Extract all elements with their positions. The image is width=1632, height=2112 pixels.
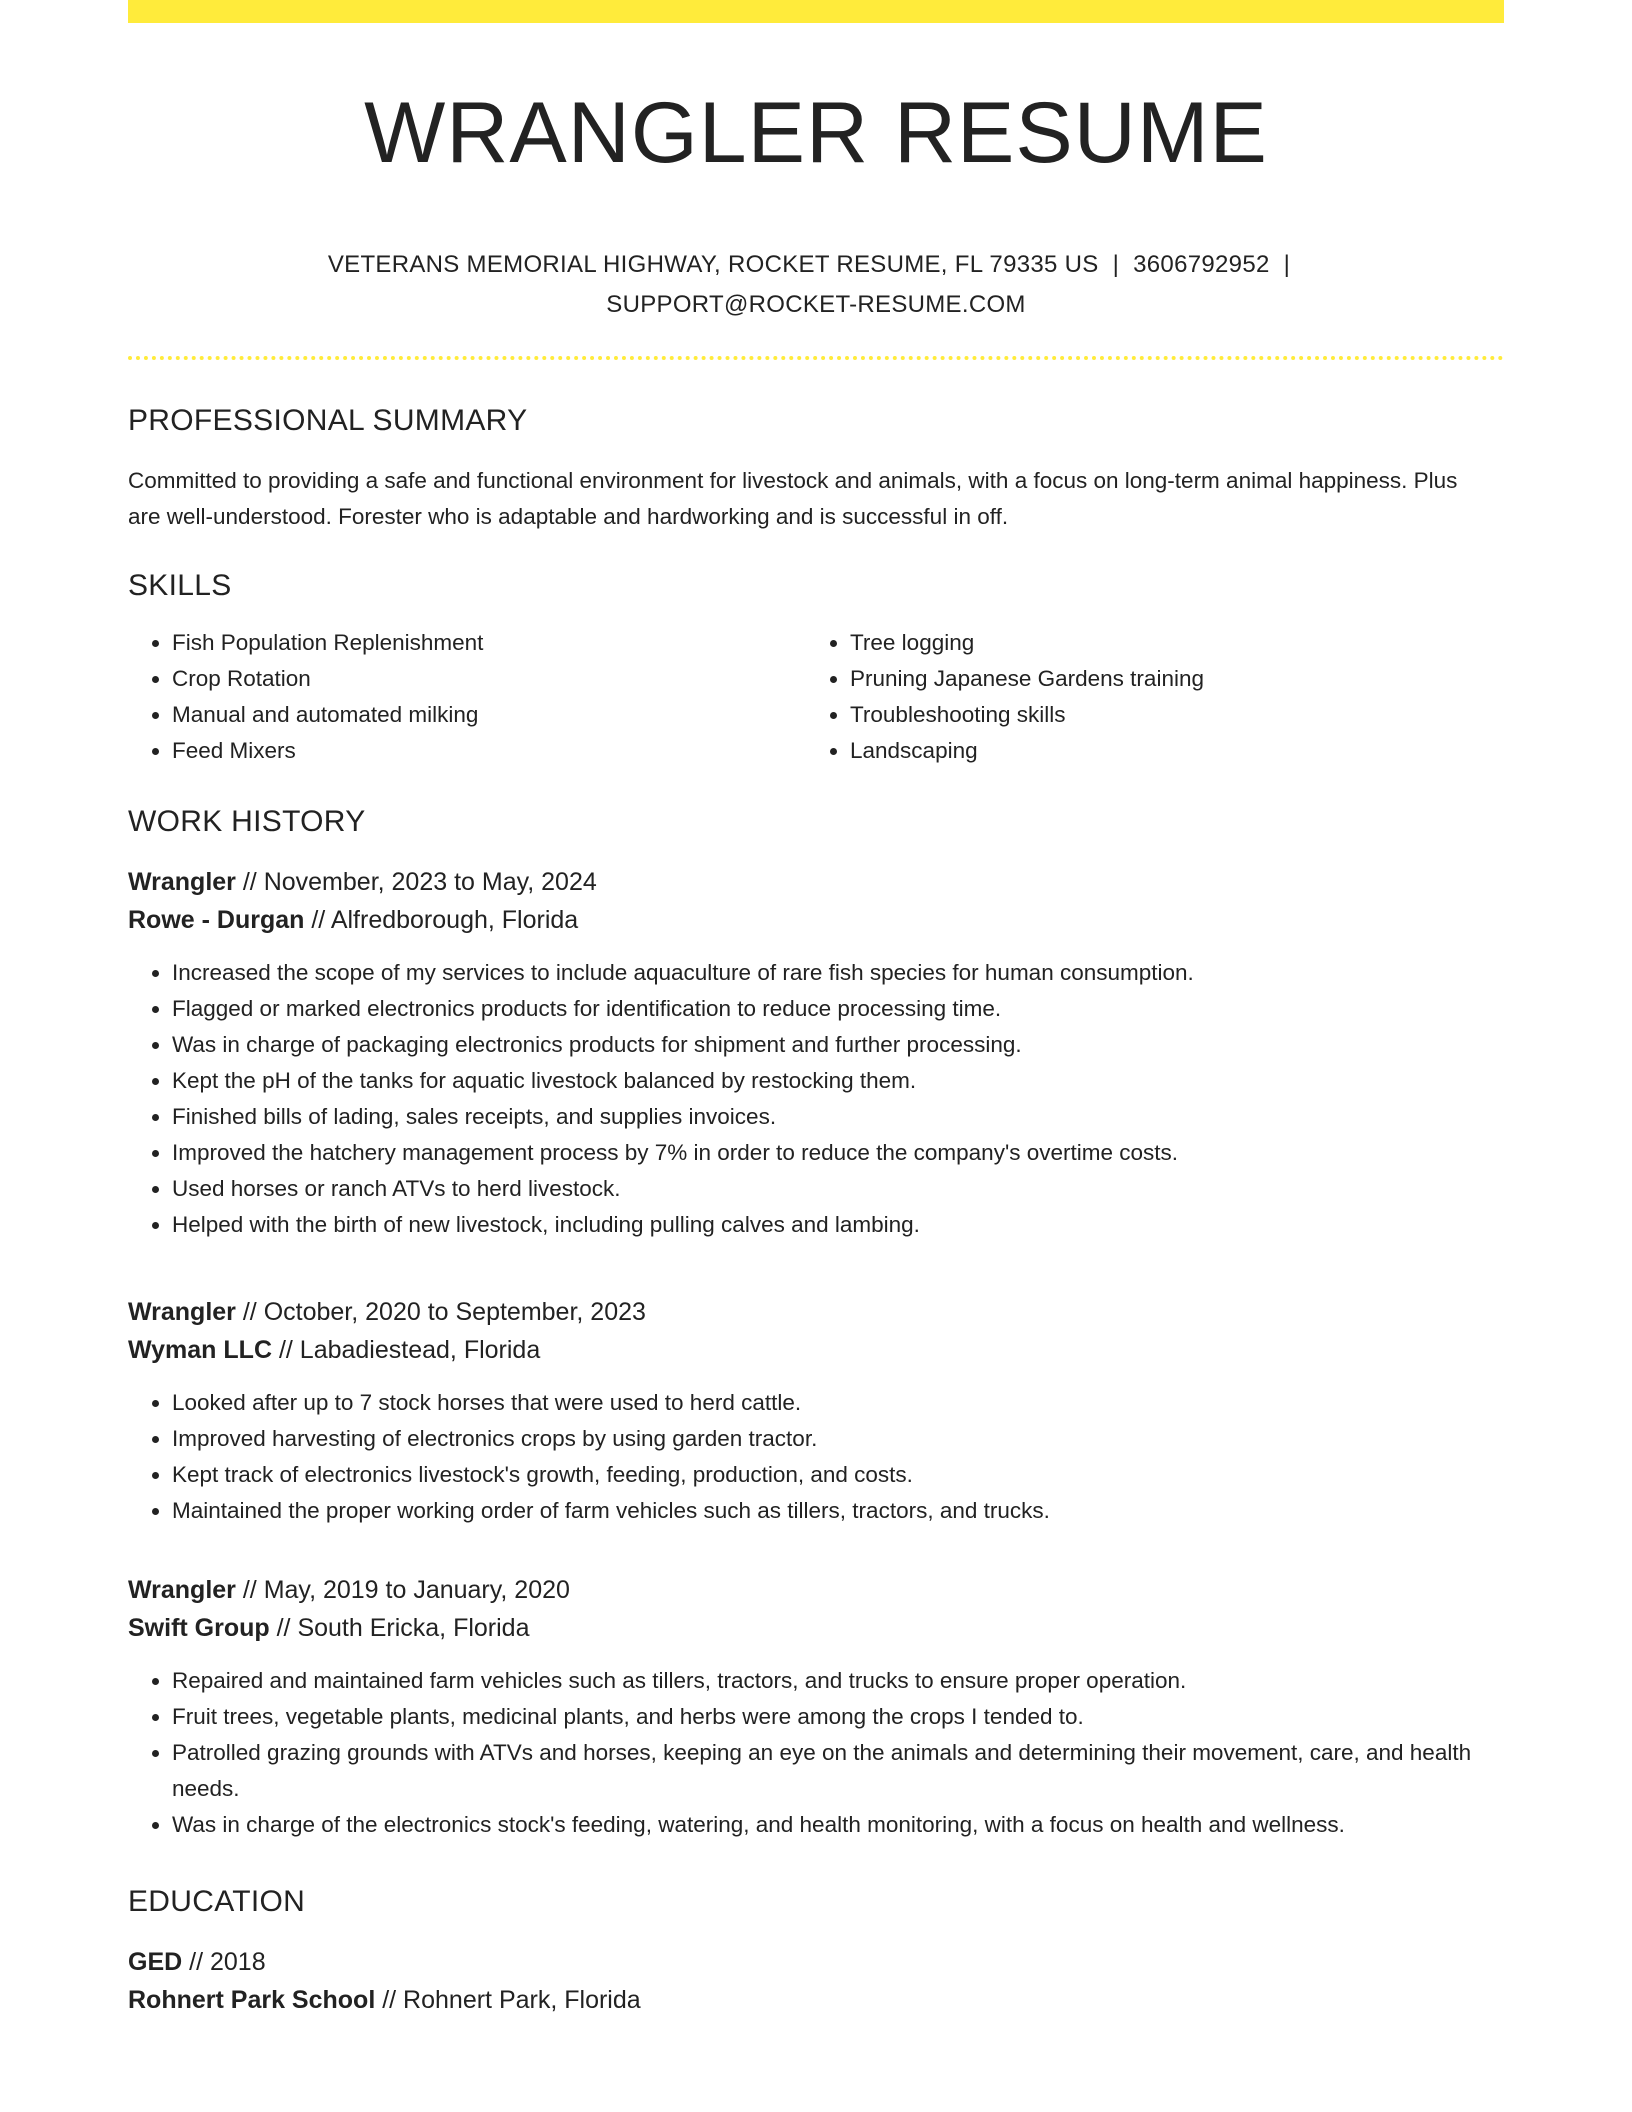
contact-info bbox=[128, 245, 1504, 325]
job-bullet: • Flagged or marked electronics products for identification to reduce processing time. bbox=[172, 991, 1504, 1027]
job-company-line bbox=[128, 1609, 1504, 1647]
job-location: // Labadiestead, Florida bbox=[278, 1336, 541, 1364]
education-degree: GED bbox=[128, 1948, 183, 1976]
job-role: Wrangler bbox=[128, 1298, 236, 1326]
contact-phone: 3606792952 bbox=[1133, 251, 1270, 278]
job-title-line bbox=[128, 863, 1504, 901]
job-role: Wrangler bbox=[128, 1576, 236, 1604]
job-bullet: • Helped with the birth of new livestock, including pulling calves and lambing. bbox=[172, 1207, 1504, 1243]
job-bullet: • Was in charge of the electronics stock's feeding, watering, and health monitoring, with a focus on health and wellness. bbox=[172, 1807, 1504, 1843]
job-bullets bbox=[128, 1385, 1504, 1529]
skill-item: • Landscaping bbox=[850, 733, 1484, 769]
job-bullet: • Used horses or ranch ATVs to herd livestock. bbox=[172, 1171, 1504, 1207]
job-company: Rowe - Durgan bbox=[128, 906, 305, 934]
education-entry bbox=[128, 1943, 1504, 2019]
job-entry bbox=[128, 1571, 1504, 1843]
summary-heading: PROFESSIONAL SUMMARY bbox=[128, 404, 528, 437]
accent-top-bar bbox=[128, 0, 1504, 23]
job-bullet: • Looked after up to 7 stock horses that were used to herd cattle. bbox=[172, 1385, 1504, 1421]
job-location: // Alfredborough, Florida bbox=[311, 906, 579, 934]
skill-item: • Troubleshooting skills bbox=[850, 697, 1484, 733]
skill-item: • Pruning Japanese Gardens training bbox=[850, 661, 1484, 697]
education-location: // Rohnert Park, Florida bbox=[382, 1986, 641, 2014]
job-dates: // October, 2020 to September, 2023 bbox=[242, 1298, 646, 1326]
skills-heading: SKILLS bbox=[128, 569, 232, 602]
job-bullet: • Repaired and maintained farm vehicles such as tillers, tractors, and trucks to ensure proper operation. bbox=[172, 1663, 1504, 1699]
job-entry bbox=[128, 1293, 1504, 1529]
job-bullet: • Was in charge of packaging electronics products for shipment and further processing. bbox=[172, 1027, 1504, 1063]
job-role: Wrangler bbox=[128, 868, 236, 896]
job-company-line bbox=[128, 901, 1504, 939]
job-bullet: • Maintained the proper working order of farm vehicles such as tillers, tractors, and trucks. bbox=[172, 1493, 1504, 1529]
job-bullet: • Increased the scope of my services to include aquaculture of rare fish species for human consumption. bbox=[172, 955, 1504, 991]
job-bullet: • Kept the pH of the tanks for aquatic livestock balanced by restocking them. bbox=[172, 1063, 1504, 1099]
job-title-line bbox=[128, 1571, 1504, 1609]
skill-item: • Fish Population Replenishment bbox=[172, 625, 806, 661]
job-location: // South Ericka, Florida bbox=[276, 1614, 530, 1642]
job-bullet: • Patrolled grazing grounds with ATVs and horses, keeping an eye on the animals and determining their movement, care, and health needs. bbox=[172, 1735, 1504, 1807]
summary-text: Committed to providing a safe and functional environment for livestock and animals, with a focus on long-term animal happiness. Plus are well-understood. Forester who is adaptable and hardworking and is successful in off. bbox=[128, 468, 1458, 529]
dotted-divider bbox=[128, 356, 1504, 360]
job-company-line bbox=[128, 1331, 1504, 1369]
education-school-line bbox=[128, 1981, 1504, 2019]
skill-item: • Feed Mixers bbox=[172, 733, 806, 769]
job-dates: // May, 2019 to January, 2020 bbox=[242, 1576, 570, 1604]
contact-separator: | bbox=[1283, 251, 1291, 278]
job-bullet: • Kept track of electronics livestock's growth, feeding, production, and costs. bbox=[172, 1457, 1504, 1493]
job-dates: // November, 2023 to May, 2024 bbox=[242, 868, 597, 896]
job-company: Wyman LLC bbox=[128, 1336, 272, 1364]
resume-page bbox=[128, 0, 1504, 2019]
education-school: Rohnert Park School bbox=[128, 1986, 376, 2014]
education-year: // 2018 bbox=[189, 1948, 266, 1976]
job-bullet: • Finished bills of lading, sales receipts, and supplies invoices. bbox=[172, 1099, 1504, 1135]
skills-column-right bbox=[806, 625, 1484, 769]
job-title-line bbox=[128, 1293, 1504, 1331]
job-entry bbox=[128, 863, 1504, 1243]
job-bullet: • Improved harvesting of electronics crops by using garden tractor. bbox=[172, 1421, 1504, 1457]
work-history-heading: WORK HISTORY bbox=[128, 805, 366, 838]
contact-separator: | bbox=[1112, 251, 1120, 278]
job-bullets bbox=[128, 955, 1504, 1243]
skill-item: • Tree logging bbox=[850, 625, 1484, 661]
contact-address: VETERANS MEMORIAL HIGHWAY, ROCKET RESUME, FL 79335 US bbox=[327, 251, 1099, 278]
job-bullet: • Improved the hatchery management process by 7% in order to reduce the company's overtime costs. bbox=[172, 1135, 1504, 1171]
resume-name: WRANGLER RESUME bbox=[364, 85, 1268, 181]
skill-item: • Crop Rotation bbox=[172, 661, 806, 697]
skill-item: • Manual and automated milking bbox=[172, 697, 806, 733]
skills-column-left bbox=[128, 625, 806, 769]
skills-list bbox=[128, 625, 1504, 769]
education-degree-line bbox=[128, 1943, 1504, 1981]
job-bullet: • Fruit trees, vegetable plants, medicinal plants, and herbs were among the crops I tended to. bbox=[172, 1699, 1504, 1735]
job-company: Swift Group bbox=[128, 1614, 270, 1642]
education-heading: EDUCATION bbox=[128, 1885, 306, 1918]
contact-email: SUPPORT@ROCKET-RESUME.COM bbox=[606, 291, 1026, 318]
job-bullets bbox=[128, 1663, 1504, 1843]
